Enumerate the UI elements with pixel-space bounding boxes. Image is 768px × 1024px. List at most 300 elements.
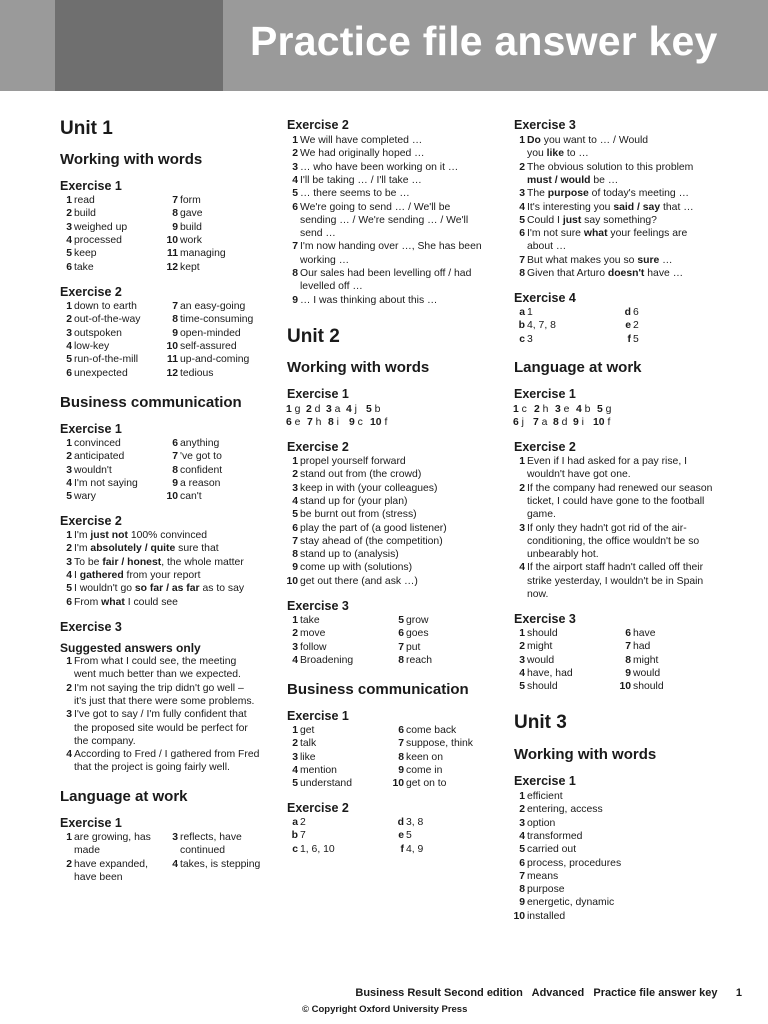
item-text: i xyxy=(578,417,584,428)
item-text: talk xyxy=(300,738,317,750)
unit-heading: Unit 2 xyxy=(287,326,340,347)
item-number: 2 xyxy=(66,314,72,326)
item-text: get out there (and ask …) xyxy=(300,575,418,587)
item-number: 6 xyxy=(66,596,72,608)
item-number: 1 xyxy=(519,628,525,639)
item-number: 10 xyxy=(593,417,605,428)
item-text: might xyxy=(633,654,659,666)
item-number: 2 xyxy=(519,804,525,816)
exercise-subheading: Suggested answers only xyxy=(60,641,201,655)
item-number: 6 xyxy=(519,228,525,240)
item-text: 4, 7, 8 xyxy=(527,320,556,332)
item-number: 9 xyxy=(172,221,178,233)
item-text: send … xyxy=(300,228,336,240)
item-number: 3 xyxy=(66,556,72,568)
item-text: 1, 6, 10 xyxy=(300,843,335,855)
item-text: keen on xyxy=(406,751,443,763)
item-text: option xyxy=(527,817,556,829)
item-number: 6 xyxy=(398,725,404,736)
item-number: 7 xyxy=(398,641,404,653)
item-text: mention xyxy=(300,764,337,776)
exercise-heading: Exercise 1 xyxy=(287,709,349,723)
item-number: 2 xyxy=(66,451,72,463)
item-text: take xyxy=(74,261,94,273)
item-number: 4 xyxy=(66,477,72,489)
item-number: f xyxy=(400,843,404,855)
item-number: 7 xyxy=(625,641,631,653)
item-text: should xyxy=(527,628,558,639)
item-text: Broadening xyxy=(300,654,354,666)
item-number: 1 xyxy=(292,135,298,146)
item-number: 7 xyxy=(172,195,178,206)
item-text: reach xyxy=(406,654,432,666)
item-text: have expanded, xyxy=(74,858,148,870)
item-number: 6 xyxy=(292,201,298,213)
item-text: wouldn't have got one. xyxy=(527,469,631,481)
item-text: stand up for (your plan) xyxy=(300,495,408,507)
item-text: … there seems to be … xyxy=(300,188,410,200)
item-number: 10 xyxy=(166,491,178,503)
item-text: stay ahead of (the competition) xyxy=(300,535,443,547)
exercise-heading: Exercise 2 xyxy=(514,440,576,454)
item-text: open-minded xyxy=(180,327,241,339)
item-text: understand xyxy=(300,778,352,790)
item-number: 11 xyxy=(167,248,178,260)
item-text: j xyxy=(351,404,357,415)
section-heading: Business communication xyxy=(287,681,469,698)
item-number: 4 xyxy=(292,654,298,666)
item-text: I'm absolutely / quite sure that xyxy=(74,543,219,555)
page-number: 1 xyxy=(735,987,742,999)
item-text: c xyxy=(518,404,527,415)
exercise-heading: Exercise 1 xyxy=(60,179,122,193)
item-text: follow xyxy=(300,641,327,653)
item-text: d xyxy=(558,417,568,428)
item-text: grow xyxy=(406,615,429,626)
item-number: 2 xyxy=(292,628,298,640)
exercise-heading: Exercise 2 xyxy=(287,118,349,132)
item-number: 10 xyxy=(513,910,525,922)
section-heading: Language at work xyxy=(60,788,188,805)
item-number: 4 xyxy=(66,569,72,581)
item-text: would xyxy=(633,667,661,679)
item-text: working … xyxy=(300,254,350,266)
item-text: move xyxy=(300,628,326,640)
item-text: up-and-coming xyxy=(180,354,250,366)
exercise-heading: Exercise 2 xyxy=(287,801,349,815)
item-number: 12 xyxy=(166,367,178,379)
item-text: energetic, dynamic xyxy=(527,897,615,909)
item-number: 12 xyxy=(166,261,178,273)
item-number: 1 xyxy=(519,456,525,467)
item-number: 7 xyxy=(307,417,313,428)
item-number: 2 xyxy=(519,161,525,173)
item-text: managing xyxy=(180,248,226,260)
item-number: 8 xyxy=(398,654,404,666)
item-text: 5 xyxy=(633,333,639,345)
item-text: kept xyxy=(180,261,200,273)
item-text: entering, access xyxy=(527,804,603,816)
item-number: 11 xyxy=(167,354,178,366)
item-text: a xyxy=(538,417,548,428)
item-text: purpose xyxy=(527,884,565,896)
item-number: 1 xyxy=(292,615,298,626)
item-text: now. xyxy=(527,589,549,600)
item-text: From what I could see xyxy=(74,596,178,608)
item-text: anything xyxy=(180,438,220,449)
item-number: 8 xyxy=(328,417,334,428)
item-number: b xyxy=(291,830,298,842)
exercise-heading: Exercise 2 xyxy=(287,440,349,454)
item-text: propel yourself forward xyxy=(300,456,406,467)
item-number: 2 xyxy=(66,858,72,870)
item-text: I'm not sure what your feelings are xyxy=(527,228,688,240)
item-number: 9 xyxy=(625,667,631,679)
item-text: strike yesterday, I wouldn't be in Spain xyxy=(527,575,704,587)
item-number: e xyxy=(625,320,631,332)
item-text: suppose, think xyxy=(406,738,474,750)
item-text: means xyxy=(527,870,559,882)
item-text: stand up to (analysis) xyxy=(300,549,399,561)
item-number: 5 xyxy=(519,844,525,856)
item-text: build xyxy=(180,221,202,233)
item-text: read xyxy=(74,195,95,206)
item-text: game. xyxy=(527,509,556,521)
item-number: 1 xyxy=(66,301,72,312)
item-text: 6 xyxy=(633,307,639,318)
item-number: 9 xyxy=(349,417,355,428)
item-number: 8 xyxy=(519,268,525,279)
item-number: 6 xyxy=(625,628,631,639)
section-heading: Language at work xyxy=(514,359,642,376)
item-text: you like to … xyxy=(527,148,589,160)
item-number: 4 xyxy=(66,340,72,352)
item-number: 9 xyxy=(172,327,178,339)
item-text: can't xyxy=(180,491,202,503)
item-text: have xyxy=(633,628,656,639)
section-heading: Working with words xyxy=(514,746,657,763)
item-text: From what I could see, the meeting xyxy=(74,656,237,667)
item-text: According to Fred / I gathered from Fred xyxy=(74,749,260,761)
item-number: 8 xyxy=(172,314,178,326)
item-text: low-key xyxy=(74,340,110,352)
item-text: We will have completed … xyxy=(300,135,423,146)
item-text: form xyxy=(180,195,201,206)
item-number: 7 xyxy=(533,417,539,428)
item-number: 9 xyxy=(398,764,404,776)
item-text: outspoken xyxy=(74,327,122,339)
item-text: a reason xyxy=(180,477,221,489)
item-number: 5 xyxy=(292,509,298,521)
item-number: 10 xyxy=(166,340,178,352)
item-text: reflects, have xyxy=(180,832,242,843)
item-text: have, had xyxy=(527,667,573,679)
item-text: I gathered from your report xyxy=(74,569,201,581)
item-number: d xyxy=(397,817,404,828)
item-text: work xyxy=(180,234,202,246)
item-text: come back xyxy=(406,725,457,736)
item-number: 3 xyxy=(292,482,298,494)
footer-line xyxy=(355,987,742,999)
item-number: 10 xyxy=(619,681,631,693)
item-number: 7 xyxy=(519,254,525,266)
item-number: 8 xyxy=(398,751,404,763)
item-text: it's just that there were some problems. xyxy=(74,695,255,707)
item-number: 7 xyxy=(172,451,178,463)
item-number: 3 xyxy=(326,404,332,415)
item-number: a xyxy=(519,307,525,318)
item-number: 6 xyxy=(286,417,292,428)
item-text: like xyxy=(300,751,316,763)
item-number: 7 xyxy=(519,870,525,882)
exercise-heading: Exercise 2 xyxy=(60,285,122,299)
item-text: continued xyxy=(180,845,226,857)
item-number: 7 xyxy=(292,535,298,547)
item-text: To be fair / honest, the whole matter xyxy=(74,556,244,568)
item-number: 5 xyxy=(66,248,72,260)
item-text: gave xyxy=(180,208,203,220)
item-text: g xyxy=(291,404,301,415)
item-text: that the project is going fairly well. xyxy=(74,762,230,774)
item-text: We're going to send … / We'll be xyxy=(300,201,451,213)
item-number: 3 xyxy=(66,464,72,476)
exercise-heading: Exercise 1 xyxy=(287,387,349,401)
item-text: keep xyxy=(74,248,97,260)
item-text: stand out from (the crowd) xyxy=(300,469,422,481)
item-number: 6 xyxy=(292,522,298,534)
item-text: should xyxy=(527,681,558,693)
item-text: had xyxy=(633,641,651,653)
item-number: 5 xyxy=(398,615,404,626)
item-text: f xyxy=(381,417,388,428)
item-text: 3 xyxy=(527,333,533,345)
item-number: 8 xyxy=(292,268,298,279)
item-text: Our sales had been levelling off / had xyxy=(300,268,472,279)
exercise-heading: Exercise 3 xyxy=(514,118,576,132)
item-text: unbearably hot. xyxy=(527,549,599,561)
item-text: takes, is stepping xyxy=(180,858,261,870)
footer-book-title: Business Result Second edition xyxy=(355,987,523,999)
item-number: 1 xyxy=(292,725,298,736)
item-text: build xyxy=(74,208,96,220)
item-text: anticipated xyxy=(74,451,125,463)
item-number: 1 xyxy=(519,135,525,146)
item-text: Given that Arturo doesn't have … xyxy=(527,268,684,279)
item-number: 1 xyxy=(513,404,519,415)
item-number: 3 xyxy=(66,221,72,233)
item-number: 2 xyxy=(519,482,525,494)
page-title: Practice file answer key xyxy=(250,18,718,64)
item-number: 2 xyxy=(292,738,298,750)
item-text: e xyxy=(560,404,570,415)
exercise-heading: Exercise 4 xyxy=(514,291,576,305)
item-text: made xyxy=(74,845,100,857)
item-number: 1 xyxy=(66,438,72,449)
item-number: 6 xyxy=(66,367,72,379)
item-text: wouldn't xyxy=(74,464,112,476)
item-number: 1 xyxy=(66,832,72,843)
item-number: 9 xyxy=(172,477,178,489)
item-text: I'm not saying the trip didn't go well – xyxy=(74,682,244,694)
item-number: 3 xyxy=(292,751,298,763)
item-text: goes xyxy=(406,628,429,640)
item-text: 4, 9 xyxy=(406,843,424,855)
item-text: f xyxy=(604,417,611,428)
item-text: … I was thinking about this … xyxy=(300,294,438,306)
item-text: a xyxy=(331,404,341,415)
item-text: convinced xyxy=(74,438,121,449)
item-text: tedious xyxy=(180,367,214,379)
item-text: processed xyxy=(74,234,122,246)
item-number: 5 xyxy=(292,778,298,790)
item-number: 3 xyxy=(292,641,298,653)
item-number: 10 xyxy=(166,234,178,246)
item-text: 've got to xyxy=(180,451,222,463)
item-number: 4 xyxy=(292,495,298,507)
item-number: 8 xyxy=(172,464,178,476)
item-number: 2 xyxy=(292,148,298,160)
item-number: 6 xyxy=(513,417,519,428)
exercise-heading: Exercise 1 xyxy=(514,387,576,401)
item-text: I'm not saying xyxy=(74,477,138,489)
item-text: process, procedures xyxy=(527,857,622,869)
item-number: 4 xyxy=(66,749,72,761)
item-text: put xyxy=(406,641,421,653)
item-number: 5 xyxy=(366,404,372,415)
item-text: come up with (solutions) xyxy=(300,562,413,574)
item-text: e xyxy=(291,417,301,428)
unit-heading: Unit 1 xyxy=(60,118,113,139)
item-number: 2 xyxy=(519,641,525,653)
item-number: 4 xyxy=(172,858,178,870)
item-number: 7 xyxy=(398,738,404,750)
item-text: went much better than we expected. xyxy=(74,669,241,681)
item-number: 1 xyxy=(66,195,72,206)
item-text: be burnt out from (stress) xyxy=(300,509,417,521)
item-number: 5 xyxy=(66,354,72,366)
item-text: about … xyxy=(527,241,567,253)
item-text: I'm just not 100% convinced xyxy=(74,530,208,541)
item-text: are growing, has xyxy=(74,832,151,843)
item-text: time-consuming xyxy=(180,314,254,326)
item-text: h xyxy=(539,404,549,415)
item-text: installed xyxy=(527,910,566,922)
item-text: out-of-the-way xyxy=(74,314,141,326)
item-text: keep in with (your colleagues) xyxy=(300,482,438,494)
item-text: g xyxy=(602,404,612,415)
item-number: 2 xyxy=(534,404,540,415)
item-text: 5 xyxy=(406,830,412,842)
item-number: 8 xyxy=(292,549,298,561)
item-number: 3 xyxy=(555,404,561,415)
item-text: The obvious solution to this problem xyxy=(527,161,694,173)
item-number: 6 xyxy=(66,261,72,273)
item-number: 5 xyxy=(292,188,298,200)
item-text: b xyxy=(371,404,381,415)
item-number: 2 xyxy=(66,682,72,694)
item-text: d xyxy=(311,404,321,415)
exercise-heading: Exercise 1 xyxy=(514,774,576,788)
item-number: f xyxy=(627,333,631,345)
item-number: 10 xyxy=(392,778,404,790)
item-text: I wouldn't go so far / as far as to say xyxy=(74,583,245,595)
section-heading: Business communication xyxy=(60,394,242,411)
item-number: 1 xyxy=(66,656,72,667)
section-heading: Working with words xyxy=(287,359,430,376)
item-text: down to earth xyxy=(74,301,137,312)
item-text: confident xyxy=(180,464,223,476)
item-number: 6 xyxy=(398,628,404,640)
item-text: j xyxy=(518,417,524,428)
item-text: h xyxy=(312,417,322,428)
item-text: If the airport staff hadn't called off their xyxy=(527,562,704,574)
item-text: Even if I had asked for a pay rise, I xyxy=(527,456,687,467)
item-text: It's interesting you said / say that … xyxy=(527,201,694,213)
item-number: e xyxy=(398,830,404,842)
item-number: c xyxy=(292,843,298,855)
item-text: conditioning, the office wouldn't be so xyxy=(527,535,700,547)
item-number: 3 xyxy=(292,161,298,173)
exercise-heading: Exercise 1 xyxy=(60,422,122,436)
item-number: 3 xyxy=(519,817,525,829)
item-text: I've got to say / I'm fully confident that xyxy=(74,709,247,721)
item-number: 4 xyxy=(519,201,525,213)
item-text: 7 xyxy=(300,830,306,842)
item-text: carried out xyxy=(527,844,577,856)
item-text: weighed up xyxy=(74,221,128,233)
item-text: run-of-the-mill xyxy=(74,354,139,366)
item-text: play the part of (a good listener) xyxy=(300,522,447,534)
unit-heading: Unit 3 xyxy=(514,712,567,733)
item-number: 4 xyxy=(576,404,582,415)
item-text: i xyxy=(333,417,339,428)
item-number: 9 xyxy=(573,417,579,428)
item-number: 3 xyxy=(519,522,525,534)
item-text: have been xyxy=(74,871,123,883)
item-number: 1 xyxy=(66,530,72,541)
item-number: 1 xyxy=(286,404,292,415)
item-number: 4 xyxy=(346,404,352,415)
footer-level: Advanced xyxy=(531,987,585,999)
item-text: But what makes you so sure … xyxy=(527,254,673,266)
item-number: 1 xyxy=(519,791,525,802)
item-number: 4 xyxy=(519,562,525,574)
item-number: c xyxy=(519,333,525,345)
item-text: the company. xyxy=(74,735,136,747)
item-text: would xyxy=(527,654,555,666)
item-text: take xyxy=(300,615,320,626)
item-text: might xyxy=(527,641,553,653)
item-number: d xyxy=(624,307,631,318)
item-text: c xyxy=(354,417,363,428)
item-number: 9 xyxy=(292,562,298,574)
item-number: 2 xyxy=(66,208,72,220)
footer-doc-title: Practice file answer key xyxy=(593,987,718,999)
item-number: 5 xyxy=(597,404,603,415)
item-number: b xyxy=(518,320,525,332)
item-number: 9 xyxy=(519,897,525,909)
item-number: 4 xyxy=(519,667,525,679)
item-number: 10 xyxy=(286,575,298,587)
item-number: 3 xyxy=(66,709,72,721)
item-text: an easy-going xyxy=(180,301,246,312)
item-number: 9 xyxy=(292,294,298,306)
exercise-heading: Exercise 3 xyxy=(287,599,349,613)
item-text: I'll be taking … / I'll take … xyxy=(300,174,422,186)
item-text: If only they hadn't got rid of the air- xyxy=(527,522,687,534)
item-number: 8 xyxy=(172,208,178,220)
item-text: If the company had renewed our season xyxy=(527,482,713,494)
